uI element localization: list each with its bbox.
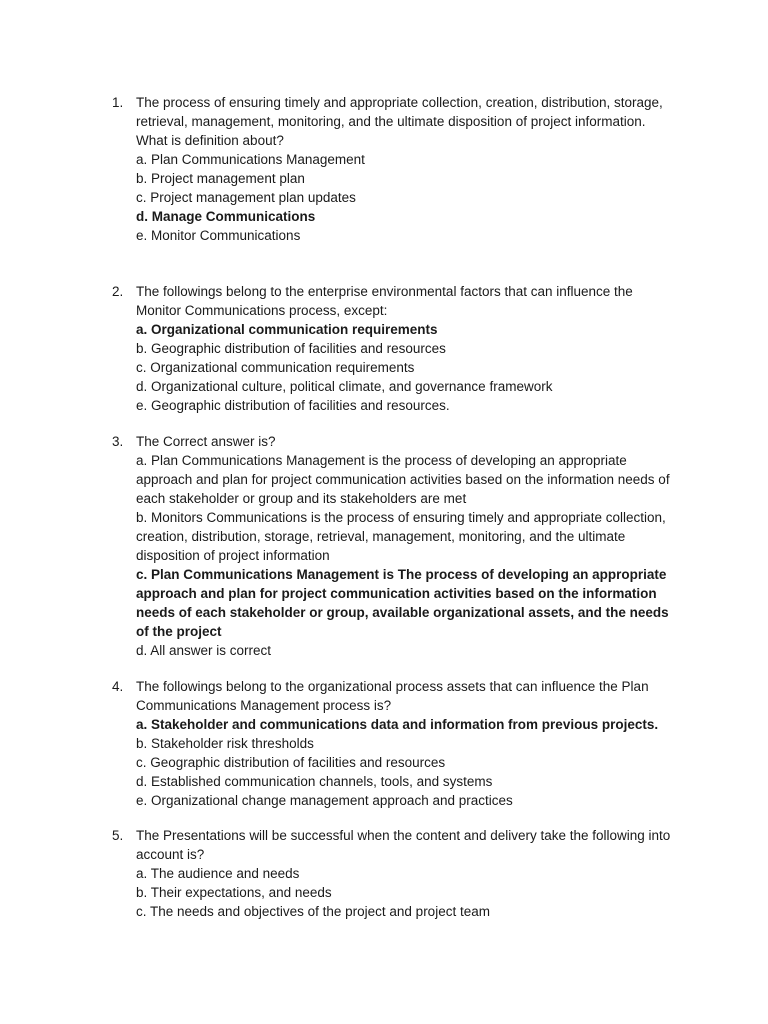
option-c: c. The needs and objectives of the project and project team <box>136 904 490 919</box>
option-b: b. Monitors Communications is the process of ensuring timely and appropriate collection, creation, distribution, storage, retrieval, management, monitoring, and the ultimate disposition of project information <box>136 510 666 563</box>
option-c: c. Geographic distribution of facilities and resources <box>136 755 446 770</box>
option-b: b. Stakeholder risk thresholds <box>136 736 314 751</box>
question-text: The followings belong to the enterprise environmental factors that can influence the Monitor Communications process, except: <box>136 284 633 318</box>
question-subtext: What is definition about? <box>136 133 284 148</box>
question-1 <box>112 93 672 245</box>
question-text: The process of ensuring timely and appropriate collection, creation, distribution, storage, retrieval, management, monitoring, and the ultimate disposition of project information. <box>136 95 663 129</box>
question-text: The Presentations will be successful when the content and delivery take the following into account is? <box>136 828 671 862</box>
question-text: The Correct answer is? <box>136 434 276 449</box>
option-a-correct: a. Stakeholder and communications data and information from previous projects. <box>136 717 659 732</box>
question-number: 1. <box>112 95 124 110</box>
option-c: c. Project management plan updates <box>136 190 356 205</box>
option-a: a. Plan Communications Management is the process of developing an appropriate approach and plan for project communication activities based on the information needs of each stakeholder or group and its stakeholders are met <box>136 453 670 506</box>
question-2 <box>112 282 672 415</box>
option-d-correct: d. Manage Communications <box>136 209 316 224</box>
question-number: 5. <box>112 828 124 843</box>
question-number: 2. <box>112 284 124 299</box>
option-d: d. All answer is correct <box>136 643 272 658</box>
option-d: d. Organizational culture, political climate, and governance framework <box>136 379 553 394</box>
option-e: e. Geographic distribution of facilities and resources. <box>136 398 450 413</box>
option-c-correct: c. Plan Communications Management is The process of developing an appropriate approach and plan for project communication activities based on the information needs of each stakeholder or group, available organizational assets, and the needs of the project <box>136 567 669 639</box>
question-body <box>136 826 672 921</box>
option-c: c. Organizational communication requirements <box>136 360 415 375</box>
question-3 <box>112 432 672 660</box>
option-e: e. Monitor Communications <box>136 228 301 243</box>
option-a: a. Plan Communications Management <box>136 152 365 167</box>
option-a-correct: a. Organizational communication requirements <box>136 322 438 337</box>
option-b: b. Geographic distribution of facilities and resources <box>136 341 446 356</box>
option-e: e. Organizational change management approach and practices <box>136 793 513 808</box>
question-body <box>136 677 672 810</box>
option-d: d. Established communication channels, tools, and systems <box>136 774 493 789</box>
option-b: b. Project management plan <box>136 171 305 186</box>
question-4 <box>112 677 672 810</box>
option-b: b. Their expectations, and needs <box>136 885 332 900</box>
question-number: 3. <box>112 434 124 449</box>
question-body <box>136 432 672 660</box>
question-number: 4. <box>112 679 124 694</box>
question-body <box>136 93 672 245</box>
option-a: a. The audience and needs <box>136 866 300 881</box>
question-text: The followings belong to the organizational process assets that can influence the Plan Communications Management process is? <box>136 679 649 713</box>
question-5 <box>112 826 672 921</box>
question-body <box>136 282 672 415</box>
